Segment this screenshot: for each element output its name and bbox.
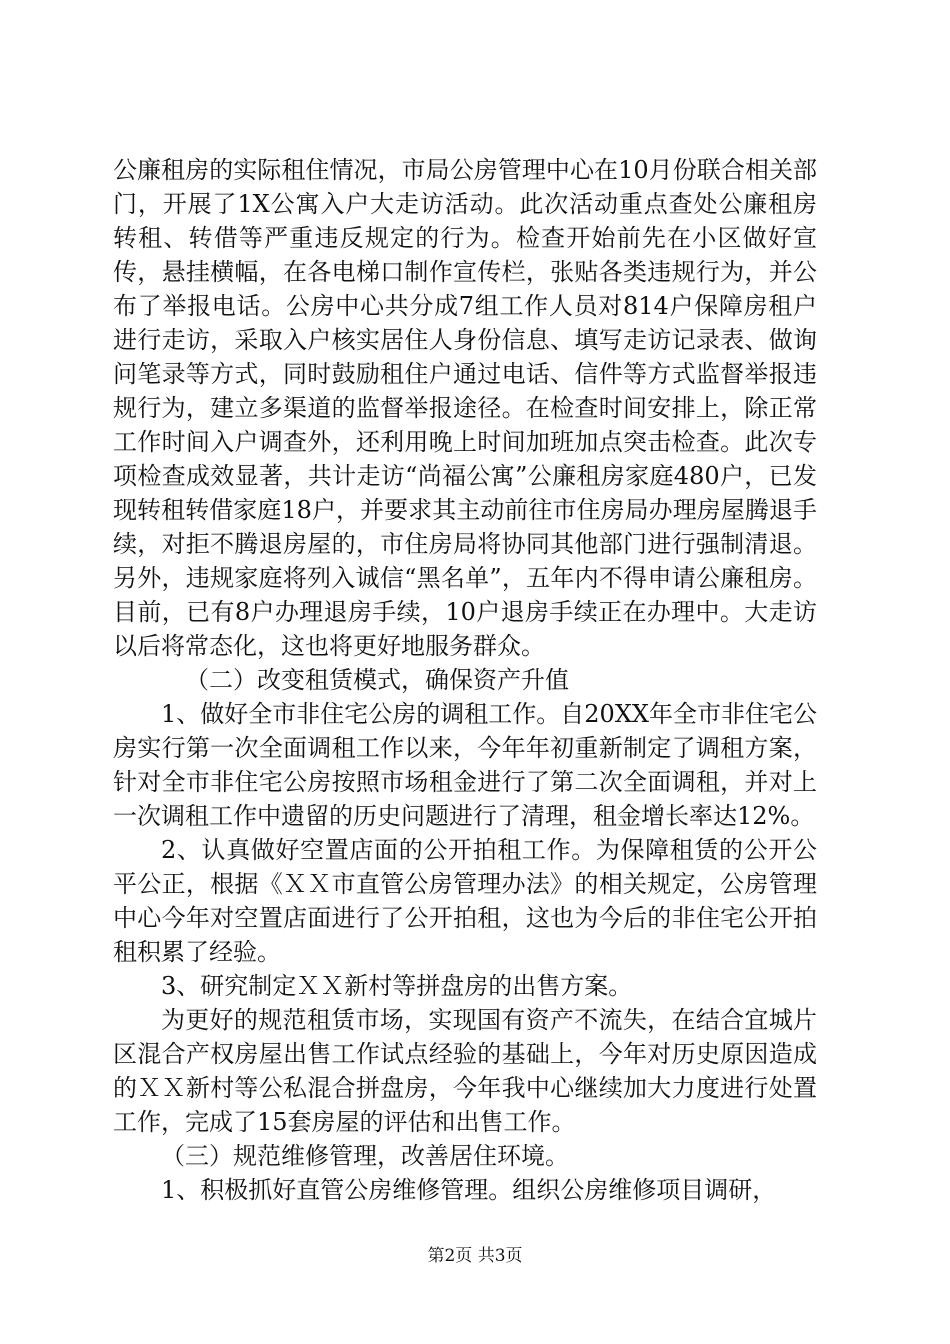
paragraph-market-regulation: 为更好的规范租赁市场，实现国有资产不流失，在结合宜城片区混合产权房屋出售工作试点经验的基础上，今年对历史原因造成的ＸＸ新村等公私混合拼盘房，今年我中心继续加大力度进行处置工作，完成了15套房屋的评估和出售工作。 — [113, 1006, 817, 1136]
paragraph-rental-inspection: 公廉租房的实际租住情况，市局公房管理中心在10月份联合相关部门，开展了1X公寓入户大走访活动。此次活动重点查处公廉租房转租、转借等严重违反规定的行为。检查开始前先在小区做好宣传，悬挂横幅，在各电梯口制作宣传栏，张贴各类违规行为，并公布了举报电话。公房中心共分成7组工作人员对814户保障房租户进行走访，采取入户核实居住人身份信息、填写走访记录表、做询问笔录等方式，同时鼓励租住户通过电话、信件等方式监督举报违规行为，建立多渠道的监督举报途径。在检查时间安排上，除正常工作时间入户调查外，还利用晚上时间加班加点突击检查。此次专项检查成效显著，共计走访“尚福公寓”公廉租房家庭480户，已发现转租转借家庭18户，并要求其主动前往市住房局办理房屋腾退手续，对拒不腾退房屋的，市住房局将协同其他部门进行强制清退。另外，违规家庭将列入诚信“黑名单”，五年内不得申请公廉租房。目前，已有8户办理退房手续，10户退房手续正在办理中。大走访以后将常态化，这也将更好地服务群众。 — [113, 156, 817, 660]
page-footer: 第2页 共3页 — [427, 1246, 523, 1266]
paragraph-maintenance: 1、积极抓好直管公房维修管理。组织公房维修项目调研， — [161, 1176, 777, 1204]
document-body — [113, 153, 817, 1207]
paragraph-sale-plan: 3、研究制定ＸＸ新村等拼盘房的出售方案。 — [161, 972, 633, 1000]
section-heading-2: （二）改变租赁模式，确保资产升值 — [185, 666, 569, 694]
paragraph-rent-adjustment: 1、做好全市非住宅公房的调租工作。自20XX年全市非住宅公房实行第一次全面调租工作以来，今年年初重新制定了调租方案，针对全市非住宅公房按照市场租金进行了第二次全面调租，并对上一次调租工作中遗留的历史问题进行了清理，租金增长率达12%。 — [113, 700, 817, 830]
paragraph-auction: 2、认真做好空置店面的公开拍租工作。为保障租赁的公开公平公正，根据《ＸＸ市直管公房管理办法》的相关规定，公房管理中心今年对空置店面进行了公开拍租，这也为今后的非住宅公开拍租积累了经验。 — [113, 836, 817, 966]
section-heading-3: （三）规范维修管理，改善居住环境。 — [161, 1142, 569, 1170]
